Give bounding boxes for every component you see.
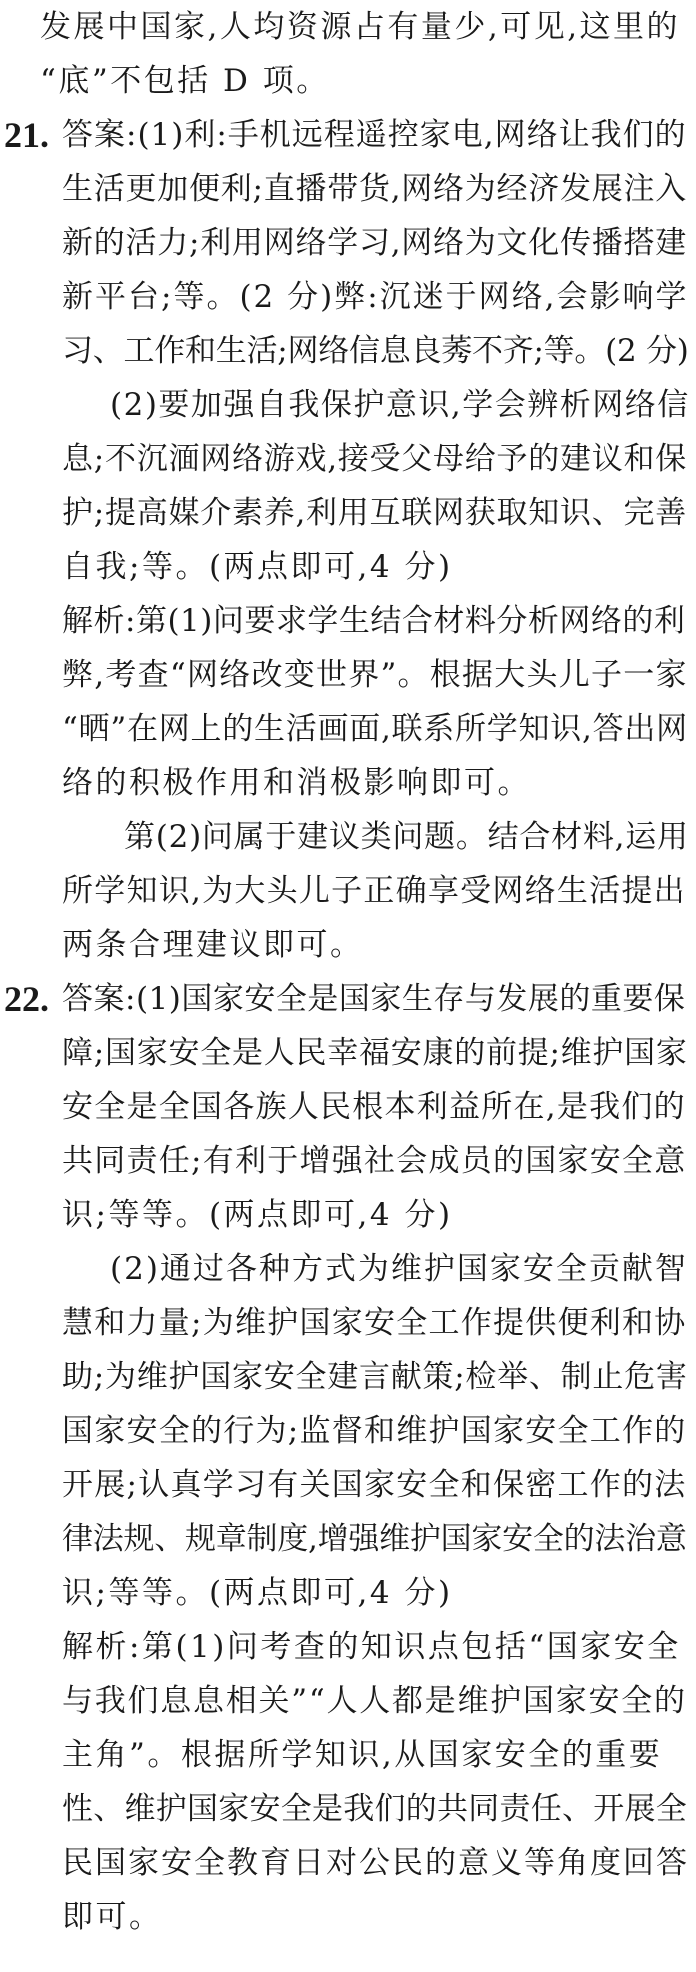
q22-analysis-line: 主角”。根据所学知识,从国家安全的重要 xyxy=(62,1737,663,1773)
q22-answer-line: 障;国家安全是人民幸福安康的前提;维护国家 xyxy=(62,1035,688,1071)
q21-answer-line: 护;提高媒介素养,利用互联网获取知识、完善 xyxy=(62,495,688,531)
q21-answer-line: 答案:(1)利:手机远程遥控家电,网络让我们的 xyxy=(62,117,687,153)
intro-line: 发展中国家,人均资源占有量少,可见,这里的 xyxy=(40,9,681,45)
q21-answer-line: 生活更加便利;直播带货,网络为经济发展注入 xyxy=(62,171,688,207)
q22-answer-line: 律法规、规章制度,增强维护国家安全的法治意 xyxy=(62,1521,687,1557)
q21-analysis-line: 所学知识,为大头儿子正确享受网络生活提出 xyxy=(62,873,686,909)
q22-analysis-line: 与我们息息相关”“人人都是维护国家安全的 xyxy=(62,1683,687,1719)
q22-analysis-line: 民国家安全教育日对公民的意义等角度回答 xyxy=(62,1845,689,1881)
q21-analysis-line: “晒”在网上的生活画面,联系所学知识,答出网 xyxy=(62,711,688,747)
q22-answer-line: 国家安全的行为;监督和维护国家安全工作的 xyxy=(62,1413,687,1449)
q21-answer-line: 新平台;等。(2 分)弊:沉迷于网络,会影响学 xyxy=(62,279,689,315)
q21-analysis-line: 两条合理建议即可。 xyxy=(62,927,364,963)
q21-answer-line: 习、工作和生活;网络信息良莠不齐;等。(2 分) xyxy=(62,333,689,369)
q21-analysis-line: 解析:第(1)问要求学生结合材料分析网络的利 xyxy=(62,603,686,639)
intro-line: “底”不包括 D 项。 xyxy=(40,63,330,99)
question-number-21: 21. xyxy=(4,115,49,155)
q21-analysis-line: 弊,考查“网络改变世界”。根据大头儿子一家 xyxy=(62,657,688,693)
q22-answer-line: 慧和力量;为维护国家安全工作提供便利和协 xyxy=(62,1305,687,1341)
q22-answer-line: 共同责任;有利于增强社会成员的国家安全意 xyxy=(62,1143,687,1179)
q22-answer-line: 识;等等。(两点即可,4 分) xyxy=(62,1197,453,1233)
q22-answer-line: 安全是全国各族人民根本利益所在,是我们的 xyxy=(62,1089,686,1125)
question-number-22: 22. xyxy=(4,979,49,1019)
q22-answer-line: 助;为维护国家安全建言献策;检举、制止危害 xyxy=(62,1359,688,1395)
q22-answer-line: 识;等等。(两点即可,4 分) xyxy=(62,1575,453,1611)
q22-answer-line: (2)通过各种方式为维护国家安全贡献智 xyxy=(110,1251,688,1287)
q21-analysis-line: 络的积极作用和消极影响即可。 xyxy=(62,765,531,801)
q21-answer-line: (2)要加强自我保护意识,学会辨析网络信 xyxy=(110,387,690,423)
q22-answer-line: 开展;认真学习有关国家安全和保密工作的法 xyxy=(62,1467,687,1503)
q21-answer-line: 息;不沉湎网络游戏,接受父母给予的建议和保 xyxy=(62,441,688,477)
q21-answer-line: 自我;等。(两点即可,4 分) xyxy=(62,549,453,585)
q21-analysis-line: 第(2)问属于建议类问题。结合材料,运用 xyxy=(124,819,689,855)
q21-answer-line: 新的活力;利用网络学习,网络为文化传播搭建 xyxy=(62,225,688,261)
q22-analysis-line: 解析:第(1)问考查的知识点包括“国家安全 xyxy=(62,1629,681,1665)
q22-analysis-line: 即可。 xyxy=(62,1899,163,1935)
q22-answer-line: 答案:(1)国家安全是国家生存与发展的重要保 xyxy=(62,981,686,1017)
q22-analysis-line: 性、维护国家安全是我们的共同责任、开展全 xyxy=(62,1791,687,1827)
